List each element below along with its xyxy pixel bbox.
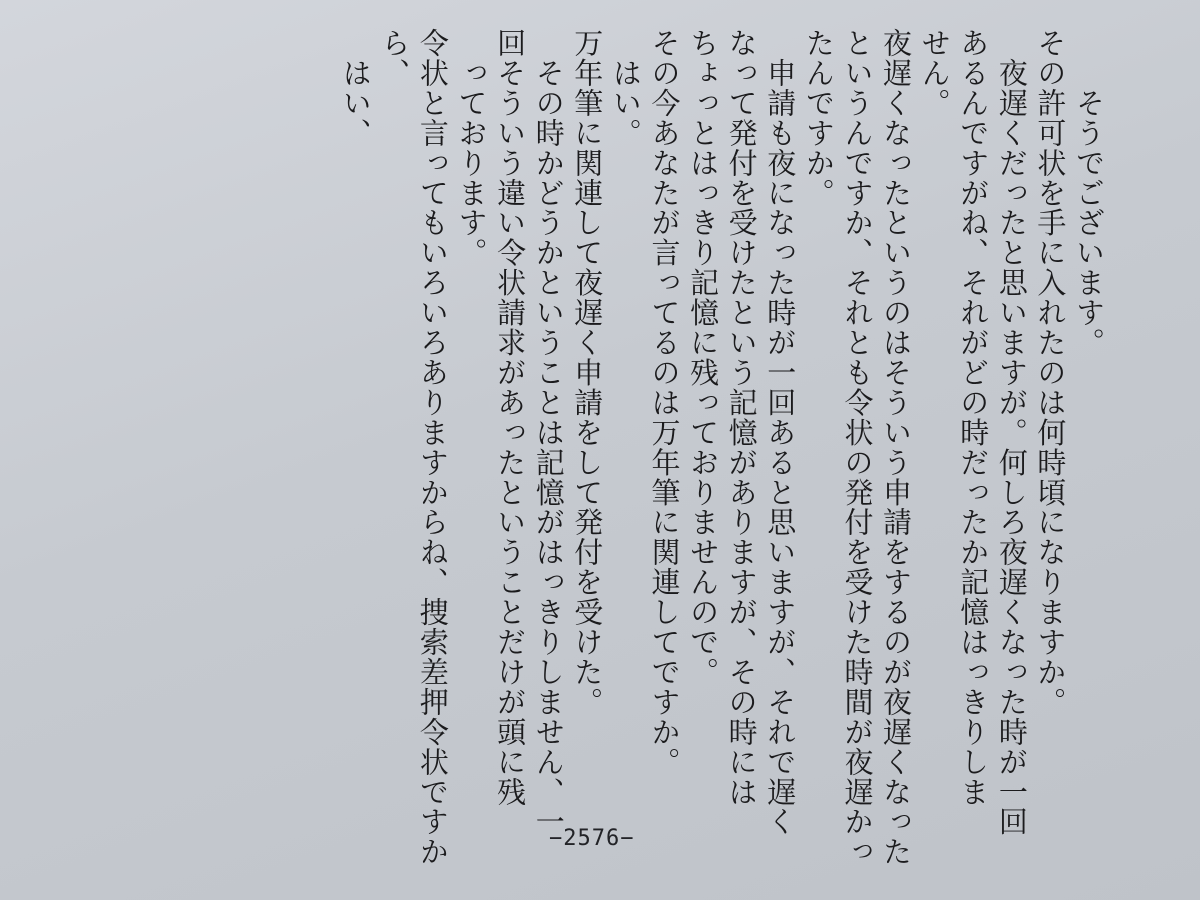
text-line: はい。	[608, 28, 643, 148]
text-line: 申請も夜になった時が一回あると思いますが、それで遅く	[763, 28, 798, 837]
text-line: せん。	[917, 28, 952, 118]
text-line: 回そういう違い令状請求があったということだけが頭に残	[493, 28, 528, 807]
text-line: 万年筆に関連して夜遅く申請をして発付を受けた。	[570, 28, 605, 717]
text-line: その時かどうかということは記憶がはっきりしません、一	[531, 28, 566, 837]
text-line: 夜遅くなったというのはそういう申請をするのが夜遅くなった	[879, 28, 914, 867]
text-line: はい、	[338, 28, 373, 148]
text-line: ちょっとはっきり記憶に残っておりませんので。	[686, 28, 721, 687]
text-line: その許可状を手に入れたのは何時頃になりますか。	[1033, 28, 1068, 717]
text-line: 令状と言ってもいろいろありますからね、捜索差押令状ですか	[415, 28, 450, 867]
text-line: なって発付を受けたという記憶がありますが、その時には	[724, 28, 759, 807]
text-line: っております。	[454, 28, 489, 268]
text-line: ら、	[377, 28, 412, 88]
text-line: たんですか。	[801, 28, 836, 208]
text-line: あるんですがね、それがどの時だったか記憶はっきりしま	[956, 28, 991, 807]
text-line: その今あなたが言ってるのは万年筆に関連してですか。	[647, 28, 682, 777]
text-line: 夜遅くだったと思いますが。何しろ夜遅くなった時が一回	[994, 28, 1029, 837]
page-number: −2576−	[549, 826, 635, 851]
text-line: そうでございます。	[1072, 28, 1106, 358]
text-line: というんですか、それとも令状の発付を受けた時間が夜遅かっ	[840, 28, 875, 867]
